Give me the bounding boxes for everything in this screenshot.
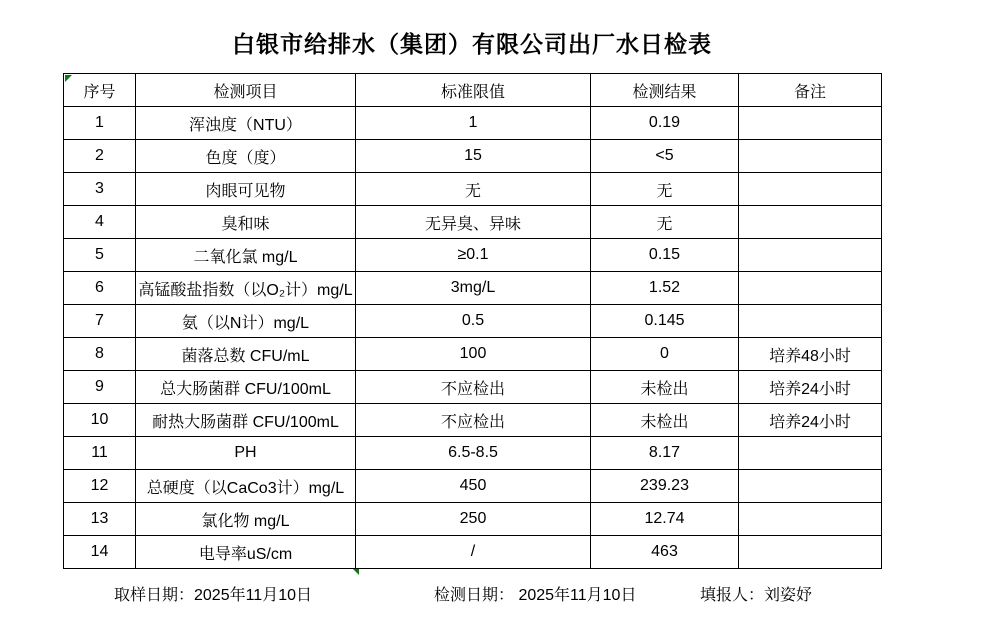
cell-remark: [739, 536, 882, 569]
cell-standard-limit: 无: [356, 173, 591, 206]
cell-test-result: 463: [591, 536, 739, 569]
table-row: [64, 470, 882, 503]
cell-test-result: 无: [591, 206, 739, 239]
cell-test-item: 臭和味: [136, 206, 356, 239]
table-row: [64, 305, 882, 338]
table-row: [64, 140, 882, 173]
table-row: [64, 107, 882, 140]
cell-serial-no: 13: [64, 503, 136, 536]
page-title: 白银市给排水（集团）有限公司出厂水日检表: [232, 31, 712, 57]
cell-error-indicator-icon: [353, 569, 359, 575]
cell-test-item: 氯化物 mg/L: [136, 503, 356, 536]
cell-remark: [739, 272, 882, 305]
column-header: 备注: [739, 74, 882, 107]
cell-test-item: 菌落总数 CFU/mL: [136, 338, 356, 371]
cell-test-result: 0: [591, 338, 739, 371]
cell-remark: [739, 206, 882, 239]
header-row: [64, 74, 882, 107]
cell-serial-no: 12: [64, 470, 136, 503]
cell-test-result: 1.52: [591, 272, 739, 305]
cell-test-result: 无: [591, 173, 739, 206]
cell-test-item: PH: [136, 437, 356, 470]
cell-test-result: 未检出: [591, 371, 739, 404]
cell-remark: [739, 305, 882, 338]
cell-remark: [739, 437, 882, 470]
cell-test-result: 0.19: [591, 107, 739, 140]
cell-remark: 培养48小时: [739, 338, 882, 371]
cell-standard-limit: 100: [356, 338, 591, 371]
cell-test-result: 239.23: [591, 470, 739, 503]
cell-test-result: 0.145: [591, 305, 739, 338]
cell-serial-no: 9: [64, 371, 136, 404]
cell-serial-no: 14: [64, 536, 136, 569]
cell-remark: [739, 107, 882, 140]
cell-serial-no: 7: [64, 305, 136, 338]
cell-standard-limit: 1: [356, 107, 591, 140]
sampling-date-text: 取样日期：2025年11月10日: [114, 587, 313, 604]
table-row: [64, 173, 882, 206]
cell-serial-no: 2: [64, 140, 136, 173]
reporter-text: 填报人：刘姿妤: [700, 587, 813, 604]
cell-test-result: 未检出: [591, 404, 739, 437]
table-row: [64, 206, 882, 239]
cell-test-item: 肉眼可见物: [136, 173, 356, 206]
cell-test-item: 高锰酸盐指数（以O₂计）mg/L: [136, 272, 356, 305]
cell-remark: 培养24小时: [739, 371, 882, 404]
footer: [0, 582, 984, 604]
table-row: [64, 272, 882, 305]
cell-standard-limit: 0.5: [356, 305, 591, 338]
table-row: [64, 536, 882, 569]
cell-standard-limit: 不应检出: [356, 404, 591, 437]
cell-standard-limit: 250: [356, 503, 591, 536]
cell-standard-limit: 15: [356, 140, 591, 173]
cell-standard-limit: 无异臭、异味: [356, 206, 591, 239]
cell-standard-limit: 3mg/L: [356, 272, 591, 305]
cell-serial-no: 6: [64, 272, 136, 305]
cell-remark: [739, 503, 882, 536]
cell-test-result: 0.15: [591, 239, 739, 272]
cell-remark: [739, 239, 882, 272]
cell-test-result: 12.74: [591, 503, 739, 536]
cell-test-item: 色度（度）: [136, 140, 356, 173]
cell-test-result: 8.17: [591, 437, 739, 470]
cell-serial-no: 10: [64, 404, 136, 437]
cell-standard-limit: 450: [356, 470, 591, 503]
cell-standard-limit: 不应检出: [356, 371, 591, 404]
testing-date-text: 检测日期： 2025年11月10日: [434, 587, 637, 604]
cell-test-item: 氨（以N计）mg/L: [136, 305, 356, 338]
table-row: [64, 371, 882, 404]
cell-test-item: 二氧化氯 mg/L: [136, 239, 356, 272]
cell-remark: 培养24小时: [739, 404, 882, 437]
cell-test-item: 浑浊度（NTU）: [136, 107, 356, 140]
cell-remark: [739, 140, 882, 173]
cell-serial-no: 1: [64, 107, 136, 140]
cell-remark: [739, 470, 882, 503]
cell-standard-limit: 6.5-8.5: [356, 437, 591, 470]
table-row: [64, 503, 882, 536]
cell-test-item: 电导率uS/cm: [136, 536, 356, 569]
cell-test-item: 耐热大肠菌群 CFU/100mL: [136, 404, 356, 437]
column-header: 标准限值: [356, 74, 591, 107]
table-body: [64, 107, 882, 569]
cell-serial-no: 4: [64, 206, 136, 239]
cell-standard-limit: /: [356, 536, 591, 569]
cell-remark: [739, 173, 882, 206]
table-row: [64, 338, 882, 371]
cell-serial-no: 3: [64, 173, 136, 206]
table-row: [64, 437, 882, 470]
column-header: 序号: [64, 74, 136, 107]
column-header: 检测结果: [591, 74, 739, 107]
column-header: 检测项目: [136, 74, 356, 107]
cell-standard-limit: ≥0.1: [356, 239, 591, 272]
cell-test-result: <5: [591, 140, 739, 173]
cell-test-item: 总硬度（以CaCo3计）mg/L: [136, 470, 356, 503]
cell-serial-no: 8: [64, 338, 136, 371]
cell-test-item: 总大肠菌群 CFU/100mL: [136, 371, 356, 404]
cell-serial-no: 5: [64, 239, 136, 272]
daily-inspection-table: [63, 73, 882, 569]
table-row: [64, 239, 882, 272]
cell-serial-no: 11: [64, 437, 136, 470]
table-row: [64, 404, 882, 437]
